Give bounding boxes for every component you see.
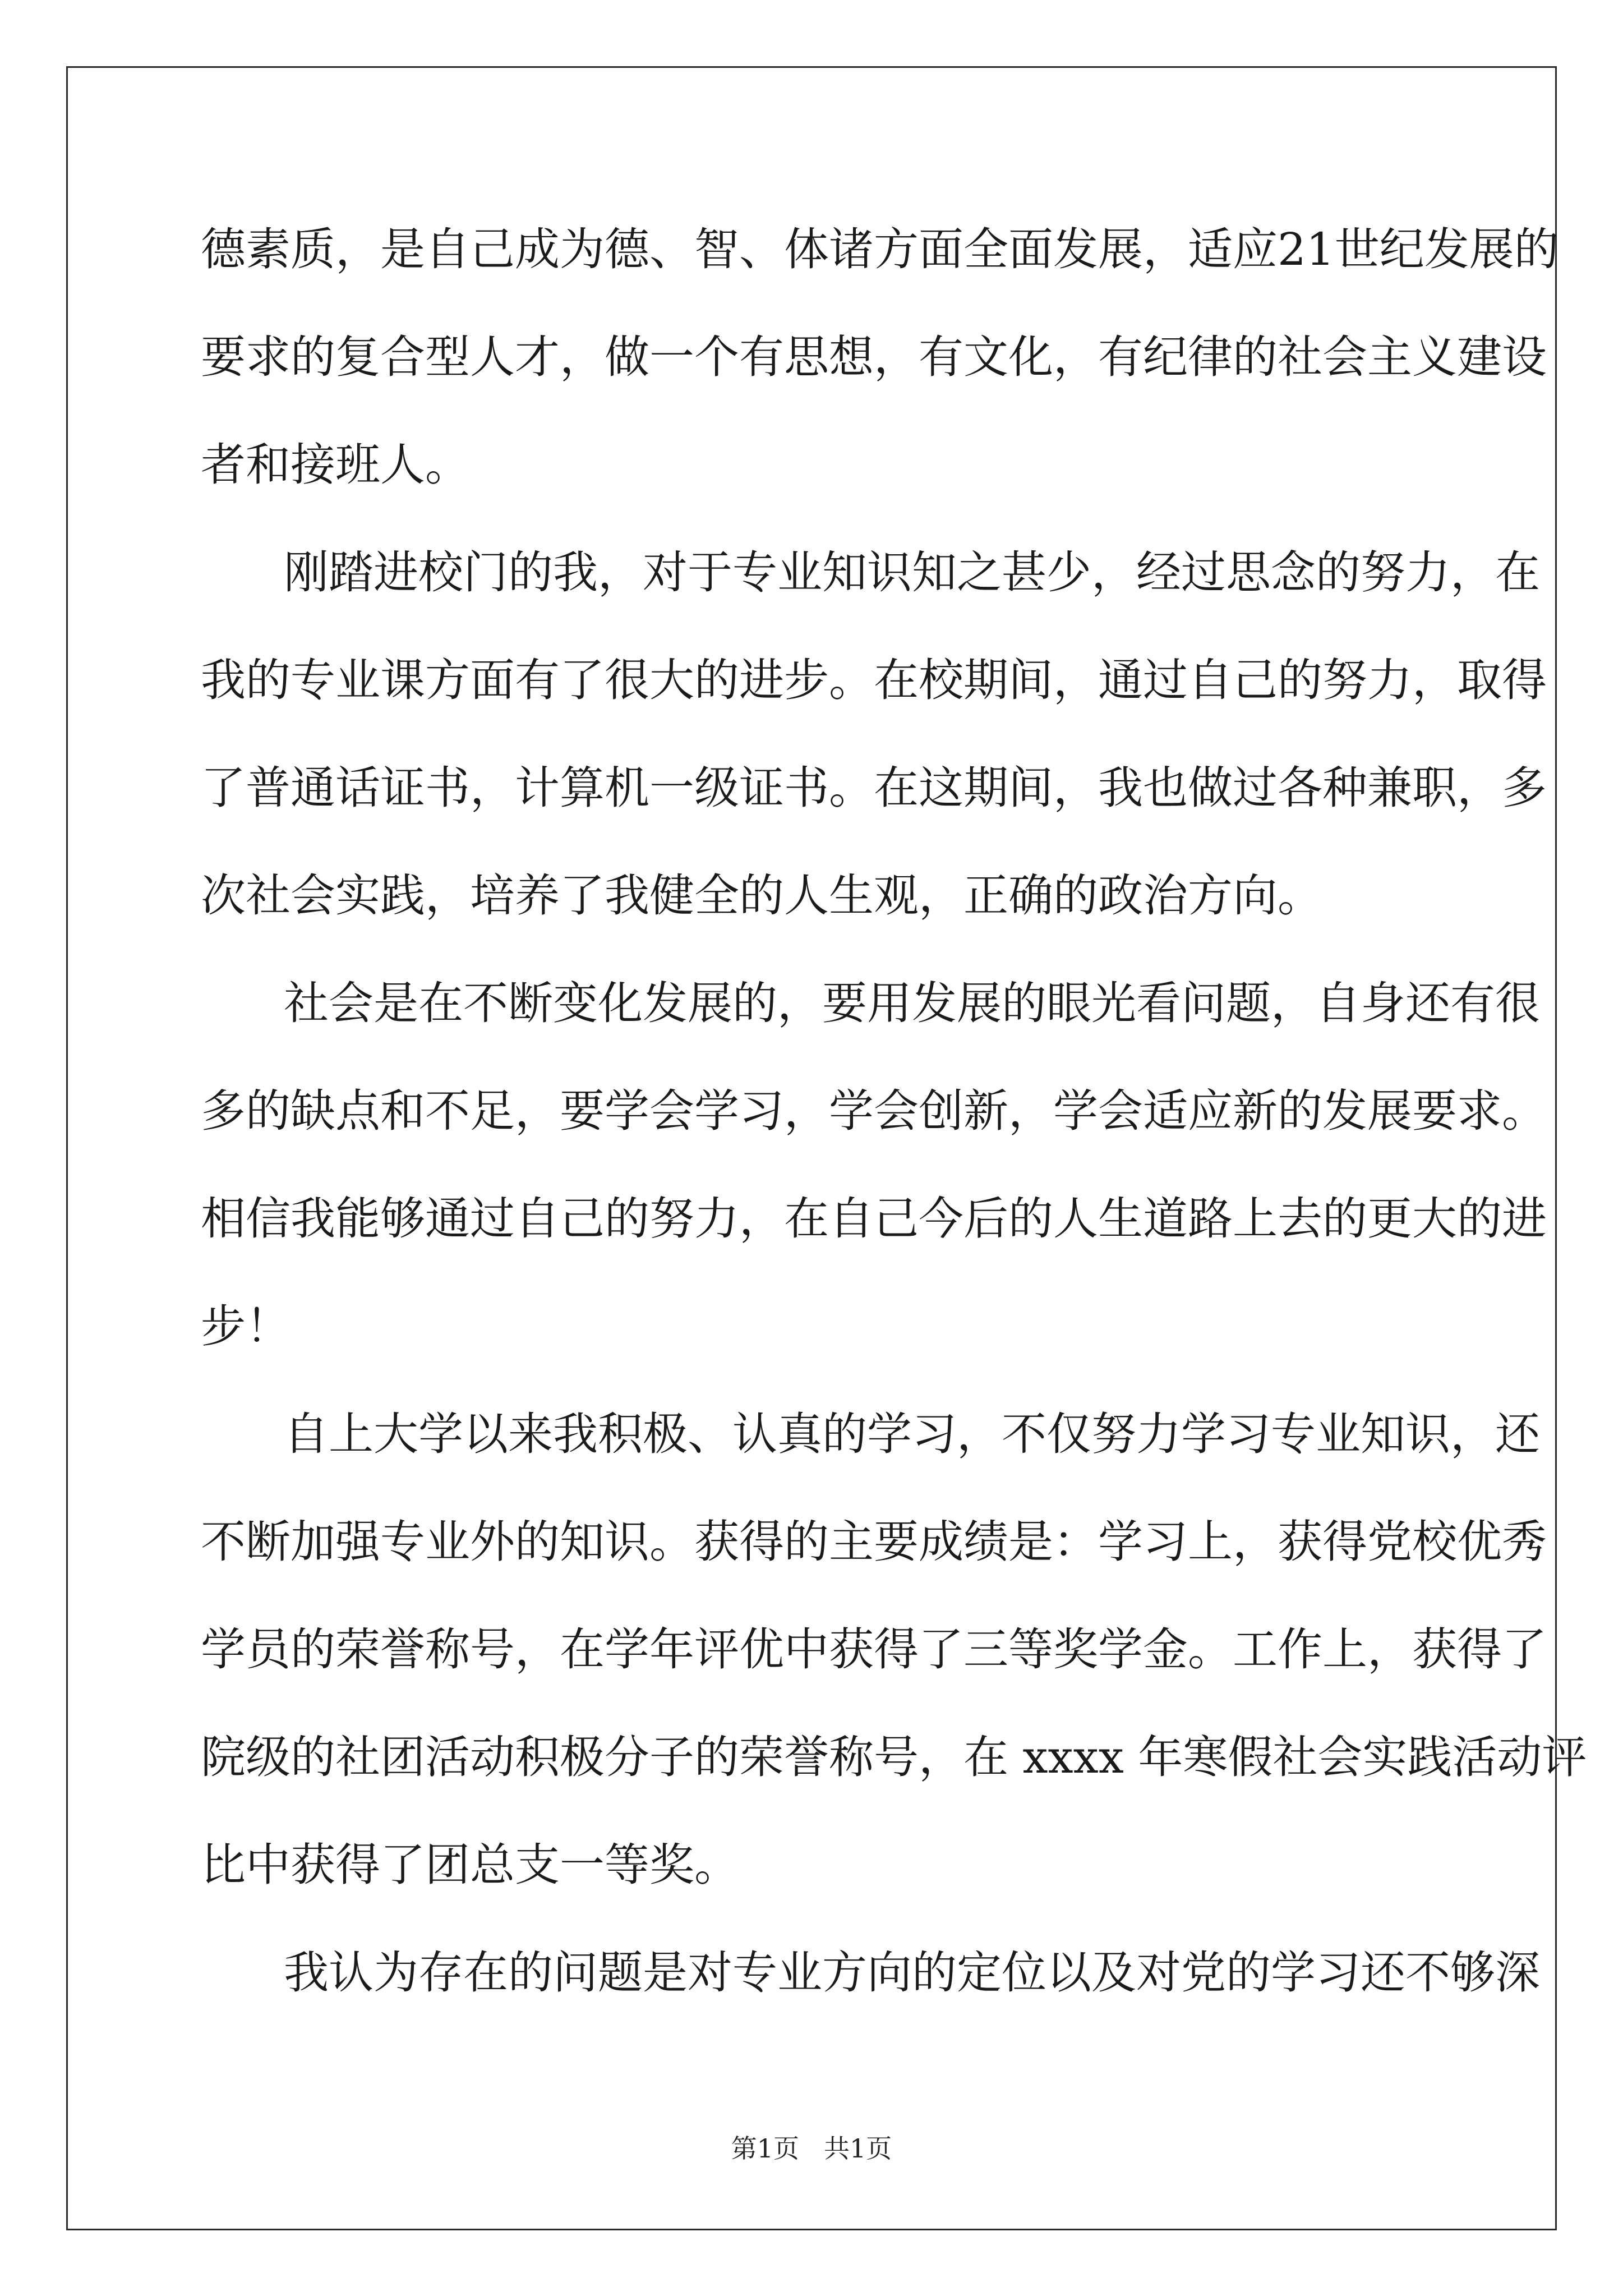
text-line: 我认为存在的问题是对专业方向的定位以及对党的学习还不够深 — [284, 1947, 1540, 1999]
text-line: 德素质，是自己成为德、智、体诸方面全面发展，适应21世纪发展的 — [201, 223, 1559, 275]
text-line: 院级的社团活动积极分子的荣誉称号，在 xxxx 年寒假社会实践活动评 — [201, 1731, 1587, 1783]
page-footer — [0, 2132, 1623, 2165]
page-total: 共1页 — [823, 2133, 892, 2164]
text-line: 者和接班人。 — [201, 439, 470, 491]
text-line: 要求的复合型人才，做一个有思想，有文化，有纪律的社会主义建设 — [201, 331, 1547, 383]
text-line: 次社会实践，培养了我健全的人生观，正确的政治方向。 — [201, 869, 1322, 922]
text-line: 社会是在不断变化发展的，要用发展的眼光看问题，自身还有很 — [284, 977, 1540, 1029]
document-body — [201, 213, 1587, 2044]
text-line: 学员的荣誉称号，在学年评优中获得了三等奖学金。工作上，获得了 — [201, 1623, 1547, 1676]
text-line: 步！ — [201, 1300, 291, 1352]
text-line: 刚踏进校门的我，对于专业知识知之甚少，经过思念的努力，在 — [284, 546, 1540, 599]
text-line: 我的专业课方面有了很大的进步。在校期间，通过自己的努力，取得 — [201, 654, 1547, 706]
page-number: 第1页 — [731, 2133, 800, 2164]
text-line: 不断加强专业外的知识。获得的主要成绩是：学习上，获得党校优秀 — [201, 1516, 1547, 1568]
text-line: 比中获得了团总支一等奖。 — [201, 1839, 739, 1891]
text-line: 了普通话证书，计算机一级证书。在这期间，我也做过各种兼职，多 — [201, 762, 1547, 814]
text-line: 多的缺点和不足，要学会学习，学会创新，学会适应新的发展要求。 — [201, 1085, 1547, 1137]
text-line: 相信我能够通过自己的努力，在自己今后的人生道路上去的更大的进 — [201, 1193, 1547, 1245]
text-line: 自上大学以来我积极、认真的学习，不仅努力学习专业知识，还 — [284, 1408, 1540, 1460]
